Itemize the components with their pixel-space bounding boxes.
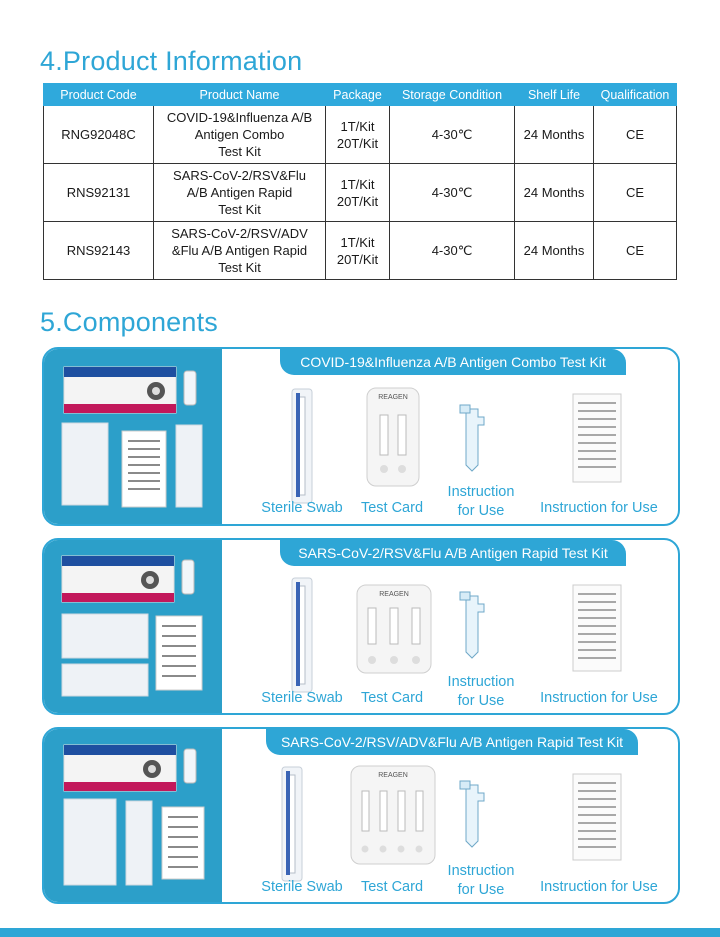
product-name-cell [154, 106, 326, 164]
sterile-swab-image [280, 765, 304, 883]
shelf-life-cell: 24 Months [515, 106, 594, 164]
kit-contents-image [44, 729, 222, 904]
product-name-line: COVID-19&Influenza A/B [166, 110, 313, 125]
label-tube-line: Instruction [447, 674, 515, 690]
panel-title-banner: COVID-19&Influenza A/B Antigen Combo Test Kit [280, 349, 626, 375]
component-panel-3 [42, 727, 680, 904]
qualification-cell: CE [594, 164, 677, 222]
table-row [44, 106, 677, 164]
card-brand-text: REAGEN [379, 591, 409, 598]
sterile-swab-image [290, 576, 314, 694]
storage-cell: 4-30℃ [390, 164, 515, 222]
label-tube [436, 673, 526, 711]
label-instruction-for-use: Instruction for Use [540, 690, 658, 706]
product-name-line: &Flu A/B Antigen Rapid [171, 243, 308, 258]
label-tube [436, 862, 526, 900]
col-header-product-name: Product Name [154, 84, 326, 106]
label-instruction-for-use: Instruction for Use [540, 879, 658, 895]
label-test-card: Test Card [360, 879, 424, 895]
kit-photo [44, 540, 222, 713]
product-code-cell: RNS92131 [44, 164, 154, 222]
product-name-cell [154, 164, 326, 222]
label-tube-line: Instruction [447, 863, 515, 879]
storage-cell: 4-30℃ [390, 222, 515, 280]
col-header-storage: Storage Condition [390, 84, 515, 106]
label-tube [436, 483, 526, 521]
table-row [44, 222, 677, 280]
instruction-leaflet-image [572, 773, 622, 861]
product-name-line: Antigen Combo [194, 127, 285, 142]
package-line: 1T/Kit [340, 234, 375, 250]
label-test-card: Test Card [360, 690, 424, 706]
kit-photo [44, 349, 222, 524]
shelf-life-cell: 24 Months [515, 222, 594, 280]
instruction-leaflet-image [572, 584, 622, 672]
package-line: 20T/Kit [336, 251, 379, 267]
component-panel-1 [42, 347, 680, 526]
label-tube-line: for Use [457, 882, 505, 898]
package-line: 1T/Kit [340, 118, 375, 134]
table-header-row [44, 84, 677, 106]
instruction-leaflet-image [572, 393, 622, 483]
label-sterile-swab: Sterile Swab [261, 690, 343, 706]
product-name-line: SARS-CoV-2/RSV&Flu [173, 168, 306, 183]
label-tube-line: for Use [457, 693, 505, 709]
product-name-line: Test Kit [218, 144, 261, 159]
label-instruction-for-use: Instruction for Use [540, 500, 658, 516]
col-header-product-code: Product Code [44, 84, 154, 106]
card-brand-text: REAGEN [378, 772, 408, 779]
tube-image [456, 779, 490, 849]
product-name-line: Test Kit [218, 260, 261, 275]
section-title-product-information: 4.Product Information [40, 46, 303, 76]
label-sterile-swab: Sterile Swab [261, 879, 343, 895]
product-name-cell [154, 222, 326, 280]
product-code-cell: RNS92143 [44, 222, 154, 280]
package-line: 1T/Kit [340, 176, 375, 192]
product-name-line: A/B Antigen Rapid [186, 185, 293, 200]
kit-photo [44, 729, 222, 902]
footer-accent-bar [0, 928, 720, 937]
col-header-qualification: Qualification [594, 84, 677, 106]
qualification-cell: CE [594, 222, 677, 280]
shelf-life-cell: 24 Months [515, 164, 594, 222]
card-brand-text: REAGEN [378, 394, 408, 401]
label-tube-line: for Use [457, 503, 505, 519]
package-cell [326, 164, 390, 222]
qualification-cell: CE [594, 106, 677, 164]
tube-image [456, 590, 490, 660]
test-card-image [366, 387, 420, 487]
panel-title-banner: SARS-CoV-2/RSV/ADV&Flu A/B Antigen Rapid Test Kit [266, 729, 638, 755]
section-title-components: 5.Components [40, 307, 219, 337]
component-panel-2 [42, 538, 680, 715]
test-card-image [350, 765, 436, 865]
panel-title-banner: SARS-CoV-2/RSV&Flu A/B Antigen Rapid Test Kit [280, 540, 626, 566]
label-sterile-swab: Sterile Swab [261, 500, 343, 516]
label-tube-line: Instruction [447, 484, 515, 500]
kit-contents-image [44, 349, 222, 526]
product-info-table [43, 83, 677, 280]
sterile-swab-image [290, 387, 314, 505]
table-row [44, 164, 677, 222]
package-line: 20T/Kit [336, 135, 379, 151]
product-name-line: Test Kit [218, 202, 261, 217]
package-cell [326, 106, 390, 164]
test-card-image [356, 584, 432, 674]
package-cell [326, 222, 390, 280]
package-line: 20T/Kit [336, 193, 379, 209]
product-code-cell: RNG92048C [44, 106, 154, 164]
col-header-package: Package [326, 84, 390, 106]
storage-cell: 4-30℃ [390, 106, 515, 164]
tube-image [456, 403, 490, 473]
kit-contents-image [44, 540, 222, 715]
col-header-shelf-life: Shelf Life [515, 84, 594, 106]
product-name-line: SARS-CoV-2/RSV/ADV [171, 226, 308, 241]
label-test-card: Test Card [360, 500, 424, 516]
